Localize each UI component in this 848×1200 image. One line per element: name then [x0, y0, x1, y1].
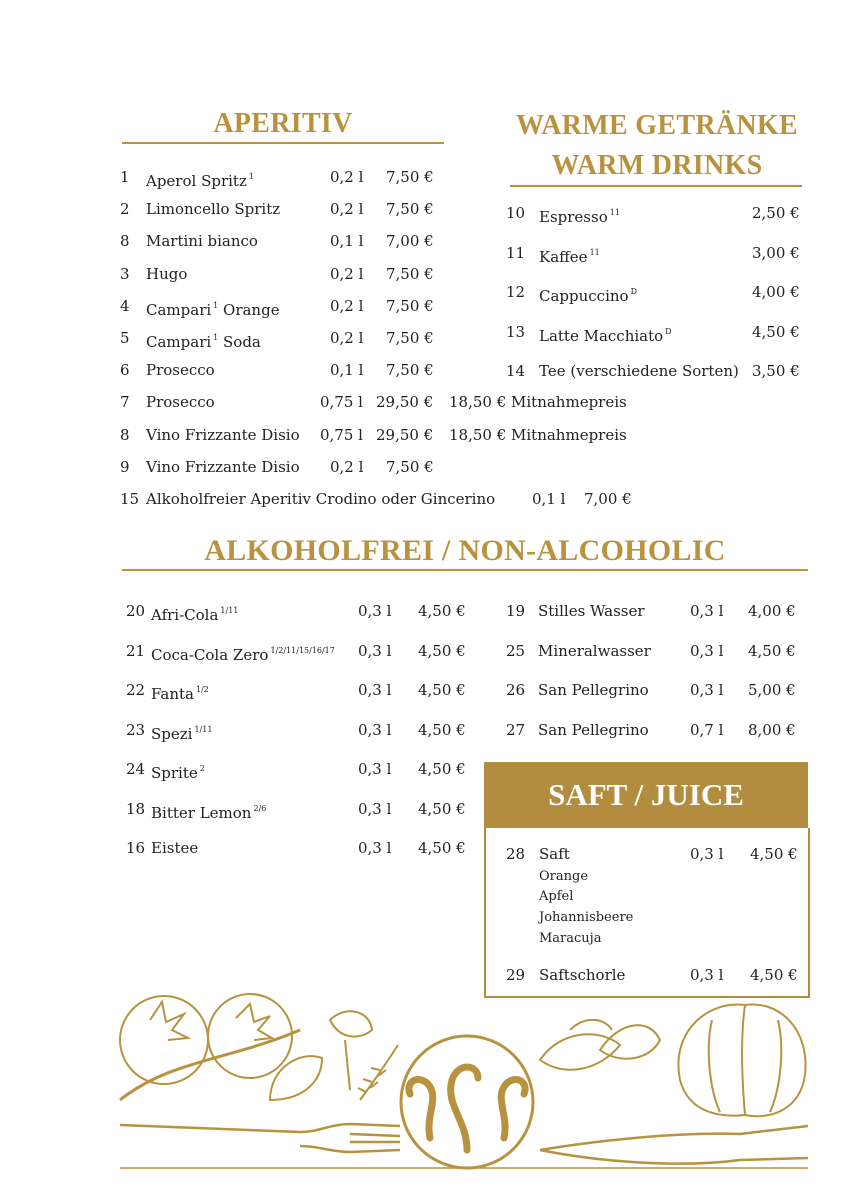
item-volume: 0,2 l: [330, 329, 364, 347]
item-volume: 0,3 l: [690, 641, 724, 660]
allergen-footnote: 2/6: [253, 803, 267, 813]
item-number: 21: [126, 641, 146, 660]
allergen-footnote: D: [665, 326, 672, 336]
item-price: 7,50 €: [386, 361, 434, 380]
item-price: 7,50 €: [386, 264, 434, 283]
item-name-text: Vino Frizzante Disio: [146, 457, 300, 476]
item-name-text: Bitter Lemon: [151, 803, 252, 822]
warm-title-line2: WARM DRINKS: [551, 150, 763, 181]
allergen-footnote: 1/11: [220, 606, 239, 615]
allergen-footnote: 1/2: [195, 685, 209, 694]
item-price: 29,50 €: [376, 425, 434, 444]
item-volume: 0,2 l: [330, 200, 364, 219]
item-name-text: Prosecco: [146, 361, 215, 380]
item-number: 8: [120, 232, 130, 251]
item-price: 4,50 €: [418, 839, 466, 857]
item-name: [539, 362, 739, 380]
item-number: 12: [506, 283, 526, 302]
item-name-text: Spezi: [151, 724, 193, 743]
item-number: 9: [120, 457, 130, 476]
item-name: Mineralwasser: [538, 641, 651, 660]
item-volume: 0,3 l: [358, 602, 392, 620]
item-name-text: Tee (verschiedene Sorten): [539, 362, 739, 381]
item-name: [151, 800, 266, 822]
item-name-text: Vino Frizzante Disio: [146, 425, 300, 444]
juice-sort: Maracuja: [539, 931, 602, 946]
item-volume: 0,7 l: [690, 720, 724, 739]
item-name: [539, 244, 600, 266]
item-name-text: Campari: [146, 333, 212, 351]
item-price: 7,50 €: [386, 296, 434, 315]
item-name-text: Cappuccino: [539, 287, 629, 306]
item-volume: 0,3 l: [690, 966, 724, 984]
allergen-footnote: D: [630, 287, 637, 297]
item-price: 4,50 €: [748, 641, 796, 660]
fork-icon: [120, 1124, 400, 1152]
item-name-text: Sprite: [151, 764, 198, 782]
item-volume: 0,2 l: [330, 457, 364, 476]
item-number: 1: [120, 168, 130, 186]
item-name: [151, 760, 205, 782]
item-name: [146, 265, 187, 283]
item-price: 7,50 €: [386, 457, 434, 476]
item-number: 22: [126, 681, 146, 699]
warm-rule: [510, 185, 802, 187]
item-volume: 0,3 l: [690, 845, 724, 863]
item-price: 29,50 €: [376, 393, 434, 412]
item-name-text: Prosecco: [146, 393, 215, 412]
item-volume: 0,1 l: [330, 232, 364, 251]
item-volume: 0,2 l: [330, 296, 364, 315]
item-price: 8,00 €: [748, 720, 796, 739]
item-number: 8: [120, 425, 130, 444]
item-name-text: Limoncello Spritz: [146, 200, 281, 219]
item-name: [146, 426, 300, 444]
item-name-suffix: Soda: [218, 333, 261, 351]
item-volume: 0,3 l: [690, 602, 724, 620]
parsley-icon: [330, 1011, 372, 1090]
item-name: San Pellegrino: [538, 720, 649, 739]
item-name: [146, 329, 261, 351]
item-price: 4,50 €: [418, 720, 466, 739]
item-price: 4,50 €: [750, 966, 798, 984]
basil-icon: [540, 1020, 660, 1070]
item-name-text: Fanta: [151, 685, 194, 703]
item-number: 18: [126, 799, 146, 818]
item-price: 4,50 €: [418, 681, 466, 699]
item-name: [146, 200, 280, 218]
item-number: 11: [506, 243, 526, 262]
item-price: 2,50 €: [752, 204, 800, 222]
garlic-bulb-icon: [678, 1004, 805, 1116]
item-number: 29: [506, 966, 526, 984]
item-volume: 0,2 l: [330, 168, 364, 186]
aperitiv-rule: [122, 142, 444, 144]
food-illustration: [0, 980, 848, 1180]
item-name-text: Hugo: [146, 264, 188, 283]
item-name: Stilles Wasser: [538, 602, 645, 620]
warm-title-line1: WARME GETRÄNKE: [516, 110, 798, 141]
item-price: 7,50 €: [386, 168, 434, 186]
takeaway-price: 18,50 € Mitnahmepreis: [449, 393, 627, 412]
item-volume: 0,3 l: [358, 641, 392, 660]
juice-sort: Johannisbeere: [539, 910, 634, 925]
nonalc-rule: [122, 569, 808, 571]
nonalc-title: ALKOHOLFREI / NON-ALCOHOLIC: [204, 534, 726, 567]
item-name: [151, 681, 209, 703]
item-volume: 0,3 l: [358, 720, 392, 739]
item-volume: 0,3 l: [690, 681, 724, 699]
item-name: Saft: [539, 845, 570, 863]
allergen-footnote: 1/2/11/15/16/17: [270, 645, 335, 655]
item-name: [146, 232, 258, 250]
item-price: 4,50 €: [418, 602, 466, 620]
item-price: 4,50 €: [418, 641, 466, 660]
item-name-text: Martini bianco: [146, 232, 258, 251]
item-price: 7,00 €: [386, 232, 434, 251]
item-price: 7,50 €: [386, 200, 434, 219]
allergen-footnote: 1: [213, 333, 219, 342]
allergen-footnote: 1: [213, 300, 219, 310]
item-name-text: Afri-Cola: [151, 606, 219, 624]
item-name: [146, 393, 215, 411]
item-number: 15: [120, 490, 140, 508]
item-name: [151, 839, 198, 857]
item-volume: 0,75 l: [320, 425, 363, 444]
item-number: 28: [506, 845, 526, 863]
item-price: 4,50 €: [752, 322, 800, 341]
allergen-footnote: 11: [609, 208, 620, 217]
item-name: [151, 642, 335, 664]
item-name-text: Aperol Spritz: [146, 172, 247, 190]
item-number: 6: [120, 361, 130, 380]
item-name: [151, 721, 212, 743]
item-name-suffix: Orange: [218, 300, 280, 319]
item-price: 4,50 €: [418, 799, 466, 818]
item-volume: 0,1 l: [330, 361, 364, 380]
item-price: 7,00 €: [584, 490, 632, 508]
item-price: 4,50 €: [750, 845, 798, 863]
item-number: 23: [126, 720, 146, 739]
item-name-text: Espresso: [539, 208, 608, 226]
item-number: 5: [120, 329, 130, 347]
item-number: 24: [126, 760, 146, 778]
item-name: [146, 361, 215, 379]
item-number: 4: [120, 296, 130, 315]
takeaway-price: 18,50 € Mitnahmepreis: [449, 425, 627, 444]
item-volume: 0,3 l: [358, 839, 392, 857]
item-name-text: Kaffee: [539, 247, 588, 266]
item-price: 4,00 €: [752, 283, 800, 302]
item-price: 4,00 €: [748, 602, 796, 620]
item-price: 4,50 €: [418, 760, 466, 778]
item-number: 20: [126, 602, 146, 620]
item-number: 10: [506, 204, 526, 222]
juice-sort: Apfel: [539, 889, 574, 904]
item-volume: 0,3 l: [358, 760, 392, 778]
allergen-footnote: 2: [199, 764, 205, 773]
item-name: [146, 490, 495, 508]
item-volume: 0,3 l: [358, 799, 392, 818]
item-number: 3: [120, 264, 130, 283]
item-name: [146, 458, 300, 476]
item-name-text: Campari: [146, 300, 212, 319]
item-name: [539, 283, 637, 305]
item-volume: 0,3 l: [358, 681, 392, 699]
item-number: 7: [120, 393, 130, 412]
item-price: 3,00 €: [752, 243, 800, 262]
item-name-text: Alkoholfreier Aperitiv Crodino oder Gincerino: [146, 490, 496, 508]
item-volume: 0,2 l: [330, 264, 364, 283]
item-name: San Pellegrino: [538, 681, 649, 699]
item-name: Saftschorle: [539, 966, 626, 984]
item-name: [146, 297, 280, 319]
item-name-text: Eistee: [151, 839, 199, 857]
item-name-text: Coca-Cola Zero: [151, 645, 269, 664]
item-number: 2: [120, 200, 130, 219]
item-price: 7,50 €: [386, 329, 434, 347]
item-name: [539, 204, 620, 226]
garlic-clove-icon: [270, 1056, 322, 1100]
item-number: 27: [506, 720, 526, 739]
aperitiv-title: APERITIV: [213, 108, 353, 139]
logo-swirl-icon: [409, 1067, 525, 1150]
item-number: 25: [506, 641, 526, 660]
item-number: 14: [506, 362, 526, 381]
juice-sort: Orange: [539, 869, 589, 884]
item-name: [146, 168, 254, 190]
juice-title: SAFT / JUICE: [484, 762, 808, 828]
item-number: 13: [506, 322, 526, 341]
item-number: 19: [506, 602, 526, 620]
item-volume: 0,1 l: [532, 490, 566, 508]
knife-icon: [540, 1126, 808, 1164]
item-number: 16: [126, 839, 146, 857]
item-name-text: Latte Macchiato: [539, 326, 664, 345]
item-volume: 0,75 l: [320, 393, 363, 412]
item-price: 3,50 €: [752, 362, 800, 381]
allergen-footnote: 1: [248, 172, 254, 181]
item-name: [539, 323, 672, 345]
item-price: 5,00 €: [748, 681, 796, 699]
item-name: [151, 602, 238, 624]
allergen-footnote: 11: [589, 247, 600, 257]
allergen-footnote: 1/11: [194, 724, 213, 734]
item-number: 26: [506, 681, 526, 699]
